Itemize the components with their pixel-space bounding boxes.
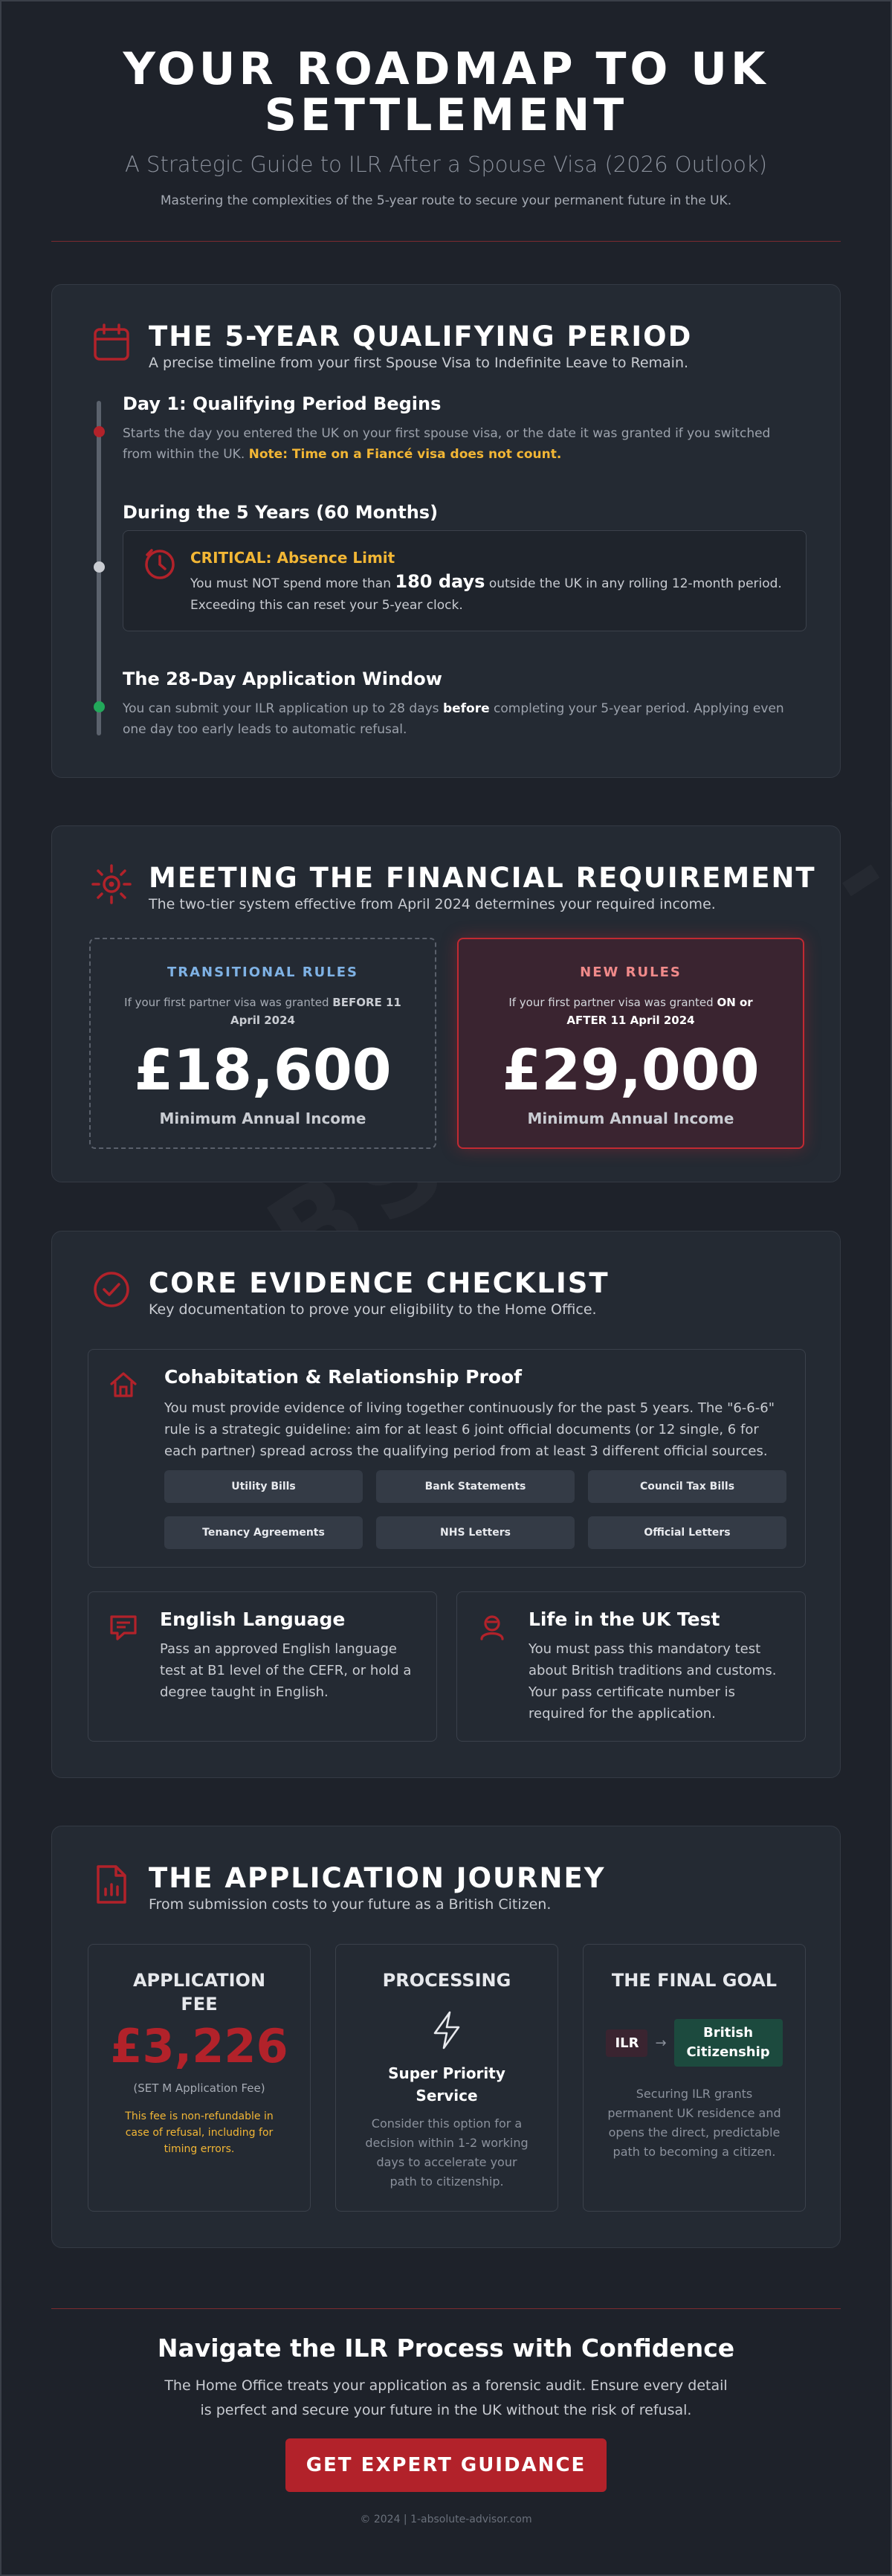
financial-header	[89, 862, 816, 912]
copyright: © 2024 | 1-absolute-advisor.com	[360, 2514, 532, 2525]
sun-target-icon	[89, 862, 134, 907]
footer-divider	[51, 2308, 841, 2309]
document-chart-icon	[89, 1862, 134, 1907]
lightning-icon	[336, 2010, 558, 2053]
fee-amount: £3,226	[110, 2019, 288, 2073]
footer-text: The Home Office treats your application as a forensic audit. Ensure every detail is perfect and secure your future in the UK without the risk of refusal.	[164, 2377, 728, 2418]
tag-council-tax-bills: Council Tax Bills	[588, 1470, 786, 1503]
evidence-header	[89, 1267, 610, 1318]
qualifying-subtitle: A precise timeline from your first Spouse Visa to Indefinite Leave to Remain.	[149, 355, 689, 371]
english-language-box	[88, 1591, 437, 1742]
transitional-amount: £18,600	[134, 1037, 392, 1103]
timeline-dot-start	[94, 426, 105, 437]
absence-limit-box	[123, 530, 807, 631]
critical-title: CRITICAL: Absence Limit	[190, 549, 395, 567]
transitional-caption: Minimum Annual Income	[159, 1110, 366, 1127]
step3-post: completing your 5-year period. Applying even one day too early leads to automatic refusal.	[123, 701, 784, 737]
cohabitation-title: Cohabitation & Relationship Proof	[164, 1366, 523, 1388]
person-badge-icon	[476, 1611, 508, 1646]
application-fee-box	[88, 1944, 311, 2212]
new-rules-box	[457, 938, 804, 1149]
step1-body: Starts the day you entered the UK on your first spouse visa, or the date it was granted if you switched from within the UK.	[123, 426, 771, 462]
life-in-uk-title: Life in the UK Test	[529, 1609, 720, 1630]
tag-tenancy-agreements: Tenancy Agreements	[164, 1516, 363, 1549]
step3-heading: The 28-Day Application Window	[123, 669, 442, 689]
step3-bold: before	[442, 701, 490, 716]
critical-pre: You must NOT spend more than	[190, 576, 395, 591]
step2-heading: During the 5 Years (60 Months)	[123, 502, 439, 523]
critical-days: 180 days	[395, 571, 485, 592]
life-in-uk-box	[456, 1591, 806, 1742]
transitional-desc	[122, 994, 404, 1029]
fee-title: APPLICATION FEE	[132, 1970, 266, 2015]
arrow-right-icon: →	[655, 2035, 667, 2051]
step1-text	[123, 423, 784, 465]
transitional-desc-date: BEFORE 11 April 2024	[230, 996, 401, 1027]
evidence-tags	[164, 1470, 789, 1549]
page-subtitle: A Strategic Guide to ILR After a Spouse Visa (2026 Outlook)	[124, 152, 768, 177]
timeline-dot-middle	[94, 561, 105, 573]
processing-title: PROCESSING	[382, 1970, 511, 1991]
footer-title: Navigate the ILR Process with Confidence	[157, 2334, 735, 2363]
fee-form: (SET M Application Fee)	[133, 2081, 265, 2095]
critical-text	[190, 571, 785, 616]
timeline-dot-end	[94, 701, 105, 712]
financial-title: MEETING THE FINANCIAL REQUIREMENT	[149, 862, 816, 894]
qualifying-title: THE 5-YEAR QUALIFYING PERIOD	[149, 321, 693, 352]
speech-bubble-icon	[108, 1611, 139, 1646]
calendar-icon	[89, 321, 134, 365]
evidence-card	[51, 1231, 841, 1778]
cohabitation-text: You must provide evidence of living together continuously for the past 5 years. The "6-6-6" rule is a strategic guideline: aim for at least 6 joint official documents (or 12 single, 6 for each partner) spread across the qualifying period from at least 3 different official sources.	[164, 1400, 775, 1459]
fee-warning: This fee is non-refundable in case of refusal, including for timing errors.	[125, 2110, 274, 2155]
critical-post: outside the UK in any rolling 12-month period. Exceeding this can reset your 5-year clock.	[190, 576, 782, 613]
processing-desc: Consider this option for a decision within 1-2 working days to accelerate your path to citizenship.	[365, 2116, 529, 2189]
tag-utility-bills: Utility Bills	[164, 1470, 363, 1503]
tag-official-letters: Official Letters	[588, 1516, 786, 1549]
english-text: Pass an approved English language test at B1 level of the CEFR, or hold a degree taught in English.	[160, 1641, 412, 1700]
new-rules-desc	[490, 994, 772, 1029]
transitional-label: TRANSITIONAL RULES	[167, 965, 358, 980]
step3-text	[123, 698, 784, 740]
journey-card	[51, 1826, 841, 2248]
step3-pre: You can submit your ILR application up to 28 days	[123, 701, 443, 716]
goal-title: THE FINAL GOAL	[611, 1970, 778, 1991]
new-rules-desc-date: ON or AFTER 11 April 2024	[566, 996, 753, 1027]
financial-subtitle: The two-tier system effective from April 2024 determines your required income.	[149, 896, 716, 912]
journey-subtitle: From submission costs to your future as a British Citizen.	[149, 1896, 552, 1913]
processing-box	[335, 1944, 558, 2212]
transitional-rules-box	[89, 938, 436, 1149]
english-title: English Language	[160, 1609, 346, 1630]
tag-bank-statements: Bank Statements	[376, 1470, 575, 1503]
qualifying-header	[89, 321, 692, 371]
cohabitation-box	[88, 1349, 806, 1568]
new-rules-desc-pre: If your first partner visa was granted	[508, 996, 717, 1009]
evidence-title: CORE EVIDENCE CHECKLIST	[149, 1267, 610, 1299]
step1-heading: Day 1: Qualifying Period Begins	[123, 393, 442, 414]
new-rules-label: NEW RULES	[580, 965, 682, 980]
get-expert-guidance-button[interactable]: GET EXPERT GUIDANCE	[285, 2438, 607, 2492]
check-circle-icon	[89, 1267, 134, 1312]
transitional-desc-pre: If your first partner visa was granted	[124, 996, 333, 1009]
step1-note: Note: Time on a Fiancé visa does not count.	[248, 447, 562, 462]
citizenship-pill: British Citizenship	[674, 2019, 783, 2067]
clock-icon	[143, 547, 177, 585]
page-tagline: Mastering the complexities of the 5-year route to secure your permanent future in the UK.	[160, 193, 732, 208]
final-goal-box	[583, 1944, 806, 2212]
house-icon	[108, 1369, 139, 1403]
goal-desc: Securing ILR grants permanent UK residence and opens the direct, predictable path to becoming a citizen.	[607, 2087, 781, 2159]
ilr-pill: ILR	[606, 2029, 647, 2057]
qualifying-period-card	[51, 284, 841, 778]
journey-header	[89, 1862, 606, 1913]
journey-title: THE APPLICATION JOURNEY	[149, 1862, 606, 1894]
new-rules-caption: Minimum Annual Income	[527, 1110, 734, 1127]
goal-path	[584, 2019, 805, 2067]
financial-card	[51, 825, 841, 1182]
life-in-uk-text: You must pass this mandatory test about British traditions and customs. Your pass certificate number is required for the application.	[529, 1641, 777, 1722]
processing-service: Super Priority Service	[388, 2064, 505, 2105]
new-rules-amount: £29,000	[502, 1037, 760, 1103]
evidence-subtitle: Key documentation to prove your eligibility to the Home Office.	[149, 1301, 597, 1318]
tag-nhs-letters: NHS Letters	[376, 1516, 575, 1549]
page-title: YOUR ROADMAP TO UK SETTLEMENT	[123, 43, 769, 141]
